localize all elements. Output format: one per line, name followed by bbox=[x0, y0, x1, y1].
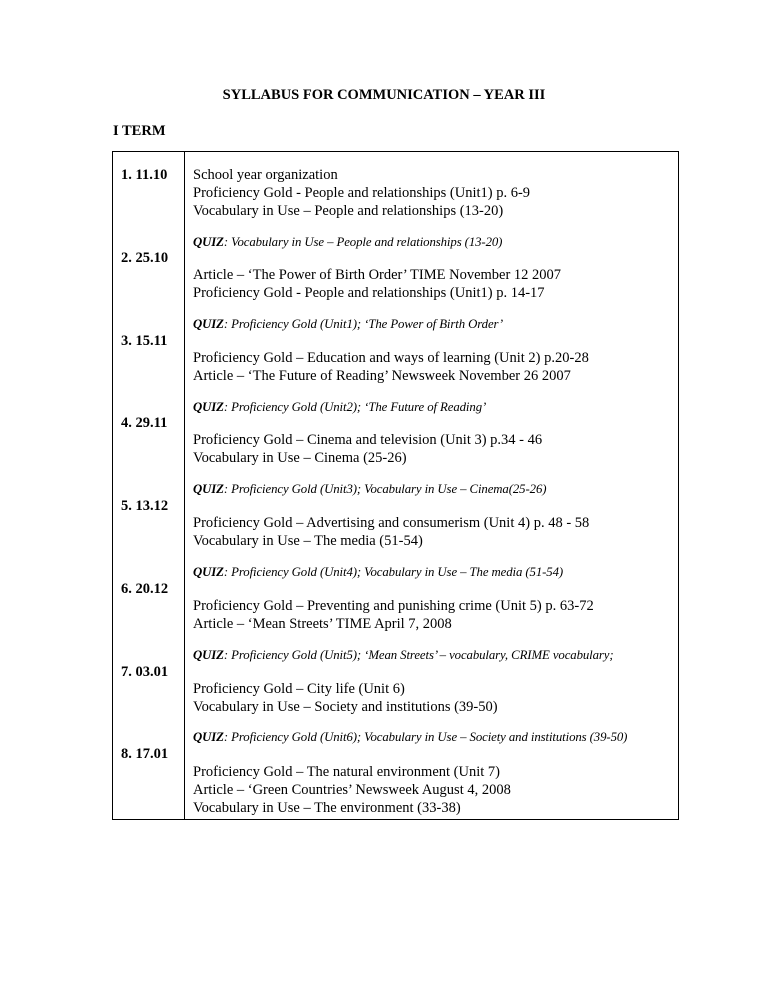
topic-line: Vocabulary in Use – Cinema (25-26) bbox=[193, 450, 407, 466]
session-date: 5. 13.12 bbox=[121, 498, 169, 514]
quiz-line bbox=[193, 729, 627, 745]
quiz-label: QUIZ bbox=[193, 565, 224, 579]
topic-line: Vocabulary in Use – The media (51-54) bbox=[193, 533, 423, 549]
quiz-line bbox=[193, 647, 614, 663]
topic-line: Article – ‘The Power of Birth Order’ TIME November 12 2007 bbox=[193, 267, 562, 283]
quiz-label: QUIZ bbox=[193, 400, 224, 414]
quiz-text: : Proficiency Gold (Unit3); Vocabulary in Use – Cinema(25-26) bbox=[223, 482, 547, 496]
topic-line: Proficiency Gold – Preventing and punishing crime (Unit 5) p. 63-72 bbox=[193, 598, 594, 614]
quiz-text: : Proficiency Gold (Unit2); ‘The Future of Reading’ bbox=[223, 400, 487, 414]
topic-line: Article – ‘Green Countries’ Newsweek August 4, 2008 bbox=[193, 782, 511, 798]
quiz-text: : Proficiency Gold (Unit4); Vocabulary in Use – The media (51-54) bbox=[223, 565, 564, 579]
topic-line: Proficiency Gold - People and relationships (Unit1) p. 6-9 bbox=[193, 185, 531, 201]
topic-line: Proficiency Gold – Education and ways of learning (Unit 2) p.20-28 bbox=[193, 350, 589, 366]
column-divider bbox=[184, 152, 185, 819]
topic-line: Proficiency Gold – Cinema and television (Unit 3) p.34 - 46 bbox=[193, 432, 543, 448]
quiz-text: : Proficiency Gold (Unit5); ‘Mean Streets’ – vocabulary, CRIME vocabulary; bbox=[223, 648, 614, 662]
session-date: 3. 15.11 bbox=[121, 333, 168, 349]
quiz-line bbox=[193, 316, 503, 332]
term-heading: I TERM bbox=[113, 123, 166, 139]
session-date: 2. 25.10 bbox=[121, 250, 169, 266]
topic-line: Article – ‘Mean Streets’ TIME April 7, 2008 bbox=[193, 616, 452, 632]
document-title: SYLLABUS FOR COMMUNICATION – YEAR III bbox=[222, 87, 546, 103]
session-date: 4. 29.11 bbox=[121, 415, 168, 431]
session-date: 8. 17.01 bbox=[121, 746, 169, 762]
topic-line: Proficiency Gold – Advertising and consumerism (Unit 4) p. 48 - 58 bbox=[193, 515, 590, 531]
quiz-label: QUIZ bbox=[193, 317, 224, 331]
topic-line: Vocabulary in Use – People and relationships (13-20) bbox=[193, 203, 504, 219]
quiz-label: QUIZ bbox=[193, 648, 224, 662]
topic-line: Article – ‘The Future of Reading’ Newsweek November 26 2007 bbox=[193, 368, 571, 384]
quiz-line bbox=[193, 399, 486, 415]
quiz-label: QUIZ bbox=[193, 730, 224, 744]
topic-line: Proficiency Gold – City life (Unit 6) bbox=[193, 681, 405, 697]
quiz-label: QUIZ bbox=[193, 235, 224, 249]
topic-line: Proficiency Gold - People and relationships (Unit1) p. 14-17 bbox=[193, 285, 545, 301]
session-date: 7. 03.01 bbox=[121, 664, 169, 680]
quiz-label: QUIZ bbox=[193, 482, 224, 496]
quiz-text: : Proficiency Gold (Unit6); Vocabulary in Use – Society and institutions (39-50) bbox=[223, 730, 628, 744]
quiz-line bbox=[193, 481, 546, 497]
syllabus-table bbox=[112, 151, 679, 820]
topic-line: Vocabulary in Use – Society and institutions (39-50) bbox=[193, 699, 498, 715]
topic-line: Proficiency Gold – The natural environment (Unit 7) bbox=[193, 764, 500, 780]
session-date: 1. 11.10 bbox=[121, 167, 168, 183]
quiz-line bbox=[193, 234, 502, 250]
topic-line: Vocabulary in Use – The environment (33-38) bbox=[193, 800, 461, 816]
session-date: 6. 20.12 bbox=[121, 581, 169, 597]
quiz-line bbox=[193, 564, 563, 580]
topic-line: School year organization bbox=[193, 167, 338, 183]
quiz-text: : Proficiency Gold (Unit1); ‘The Power of Birth Order’ bbox=[223, 317, 504, 331]
quiz-text: : Vocabulary in Use – People and relationships (13-20) bbox=[223, 235, 503, 249]
